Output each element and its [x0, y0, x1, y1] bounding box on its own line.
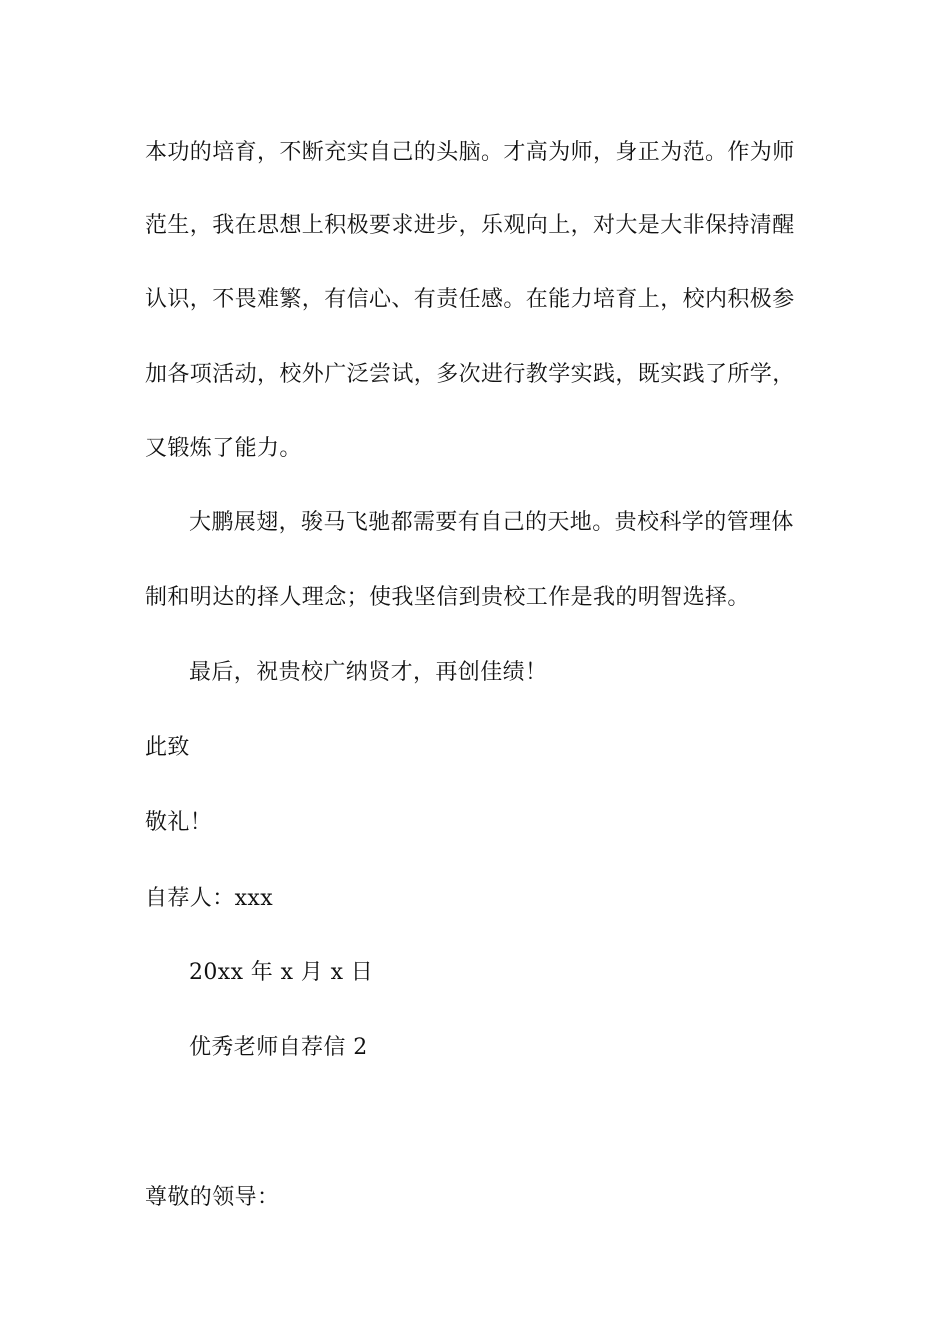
paragraph-line: 认识，不畏难繁，有信心、有责任感。在能力培育上，校内积极参 [145, 287, 795, 312]
date: 20xx 年 x 月 x 日 [189, 960, 374, 985]
salutation-close: 此致 [145, 735, 190, 760]
closing-wish: 最后，祝贵校广纳贤才，再创佳绩！ [189, 660, 548, 685]
section-title: 优秀老师自荐信 2 [189, 1035, 368, 1060]
paragraph-line: 加各项活动，校外广泛尝试，多次进行教学实践，既实践了所学， [145, 362, 795, 387]
paragraph-line: 本功的培育，不断充实自己的头脑。才高为师，身正为范。作为师 [145, 140, 795, 165]
paragraph-line: 又锻炼了能力。 [145, 436, 302, 461]
paragraph-line: 范生，我在思想上积极要求进步，乐观向上，对大是大非保持清醒 [145, 213, 795, 238]
paragraph-line: 大鹏展翅，骏马飞驰都需要有自己的天地。贵校科学的管理体 [189, 510, 794, 535]
signature: 自荐人：xxx [145, 886, 274, 911]
regards: 敬礼！ [145, 810, 213, 835]
greeting: 尊敬的领导： [145, 1185, 280, 1210]
paragraph-line: 制和明达的择人理念；使我坚信到贵校工作是我的明智选择。 [145, 585, 750, 610]
